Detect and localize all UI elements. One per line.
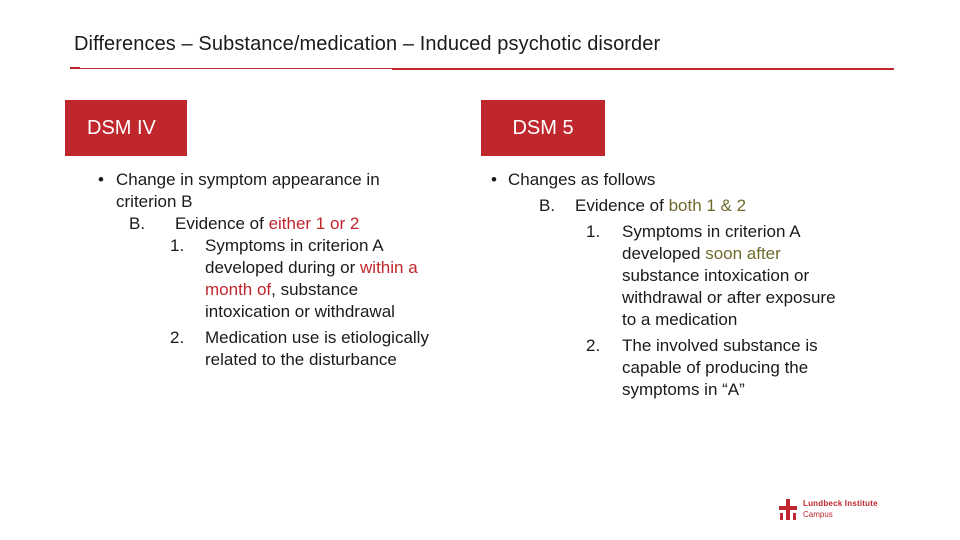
list-item bbox=[88, 279, 483, 301]
logo-line-1: Lundbeck Institute bbox=[803, 499, 878, 508]
number-marker: 2. bbox=[586, 336, 601, 355]
list-item bbox=[88, 257, 483, 279]
list-item bbox=[88, 327, 483, 349]
title-underline-right bbox=[392, 68, 894, 70]
item-text: The involved substance is bbox=[622, 336, 818, 355]
list-item bbox=[88, 235, 483, 257]
bullet-icon: • bbox=[491, 170, 497, 189]
item-text: capable of producing the bbox=[622, 358, 809, 377]
number-marker: 1. bbox=[586, 222, 601, 241]
sub-text: Evidence of both 1 & 2 bbox=[575, 196, 747, 215]
list-item bbox=[488, 195, 908, 221]
dsm-iv-header: DSM IV bbox=[65, 100, 187, 156]
item-text: Symptoms in criterion A bbox=[205, 236, 384, 255]
item-text: substance intoxication or bbox=[622, 266, 810, 285]
sub-marker: B. bbox=[539, 196, 556, 215]
sub-marker: B. bbox=[129, 214, 146, 233]
highlight-text: within a bbox=[360, 258, 418, 277]
bullet-text: Changes as follows bbox=[508, 170, 656, 189]
list-item bbox=[488, 265, 908, 287]
list-item bbox=[488, 357, 908, 379]
item-text: Medication use is etiologically bbox=[205, 328, 429, 347]
list-item bbox=[488, 169, 908, 195]
list-item bbox=[488, 379, 908, 401]
list-item bbox=[488, 221, 908, 243]
highlight-text: both 1 & 2 bbox=[668, 196, 747, 215]
item-text: to a medication bbox=[622, 310, 738, 329]
dsm-iv-content bbox=[88, 169, 483, 371]
item-text: month of, substance bbox=[205, 280, 359, 299]
list-item bbox=[88, 213, 483, 235]
sub-text: Evidence of either 1 or 2 bbox=[175, 214, 360, 233]
item-text: withdrawal or after exposure bbox=[622, 288, 836, 307]
logo-line-2: Campus bbox=[803, 510, 833, 519]
title-underline-left bbox=[70, 67, 80, 69]
dsm-5-content bbox=[488, 169, 908, 401]
slide-title: Differences – Substance/medication – Induced psychotic disorder bbox=[74, 33, 661, 55]
list-item bbox=[88, 191, 483, 213]
item-text: developed soon after bbox=[622, 244, 781, 263]
bullet-text-cont: criterion B bbox=[116, 192, 193, 211]
dsm-5-header: DSM 5 bbox=[481, 100, 605, 156]
lundbeck-logo-icon bbox=[779, 499, 797, 520]
bullet-icon: • bbox=[98, 170, 104, 189]
highlight-text: either 1 or 2 bbox=[268, 214, 360, 233]
item-text: symptoms in “A” bbox=[622, 380, 745, 399]
highlight-text: soon after bbox=[705, 244, 781, 263]
list-item bbox=[488, 243, 908, 265]
list-item bbox=[88, 169, 483, 191]
item-text: developed during or within a bbox=[205, 258, 418, 277]
list-item bbox=[488, 287, 908, 309]
number-marker: 1. bbox=[170, 236, 185, 255]
list-item bbox=[488, 309, 908, 331]
list-item bbox=[488, 335, 908, 357]
highlight-text: month of bbox=[205, 280, 272, 299]
list-item bbox=[88, 301, 483, 323]
item-text: intoxication or withdrawal bbox=[205, 302, 395, 321]
number-marker: 2. bbox=[170, 328, 185, 347]
bullet-text: Change in symptom appearance in bbox=[116, 170, 380, 189]
item-text: related to the disturbance bbox=[205, 350, 397, 369]
lundbeck-logo bbox=[779, 499, 899, 523]
title-underline-mid bbox=[80, 68, 392, 69]
item-text: Symptoms in criterion A bbox=[622, 222, 801, 241]
list-item bbox=[88, 349, 483, 371]
